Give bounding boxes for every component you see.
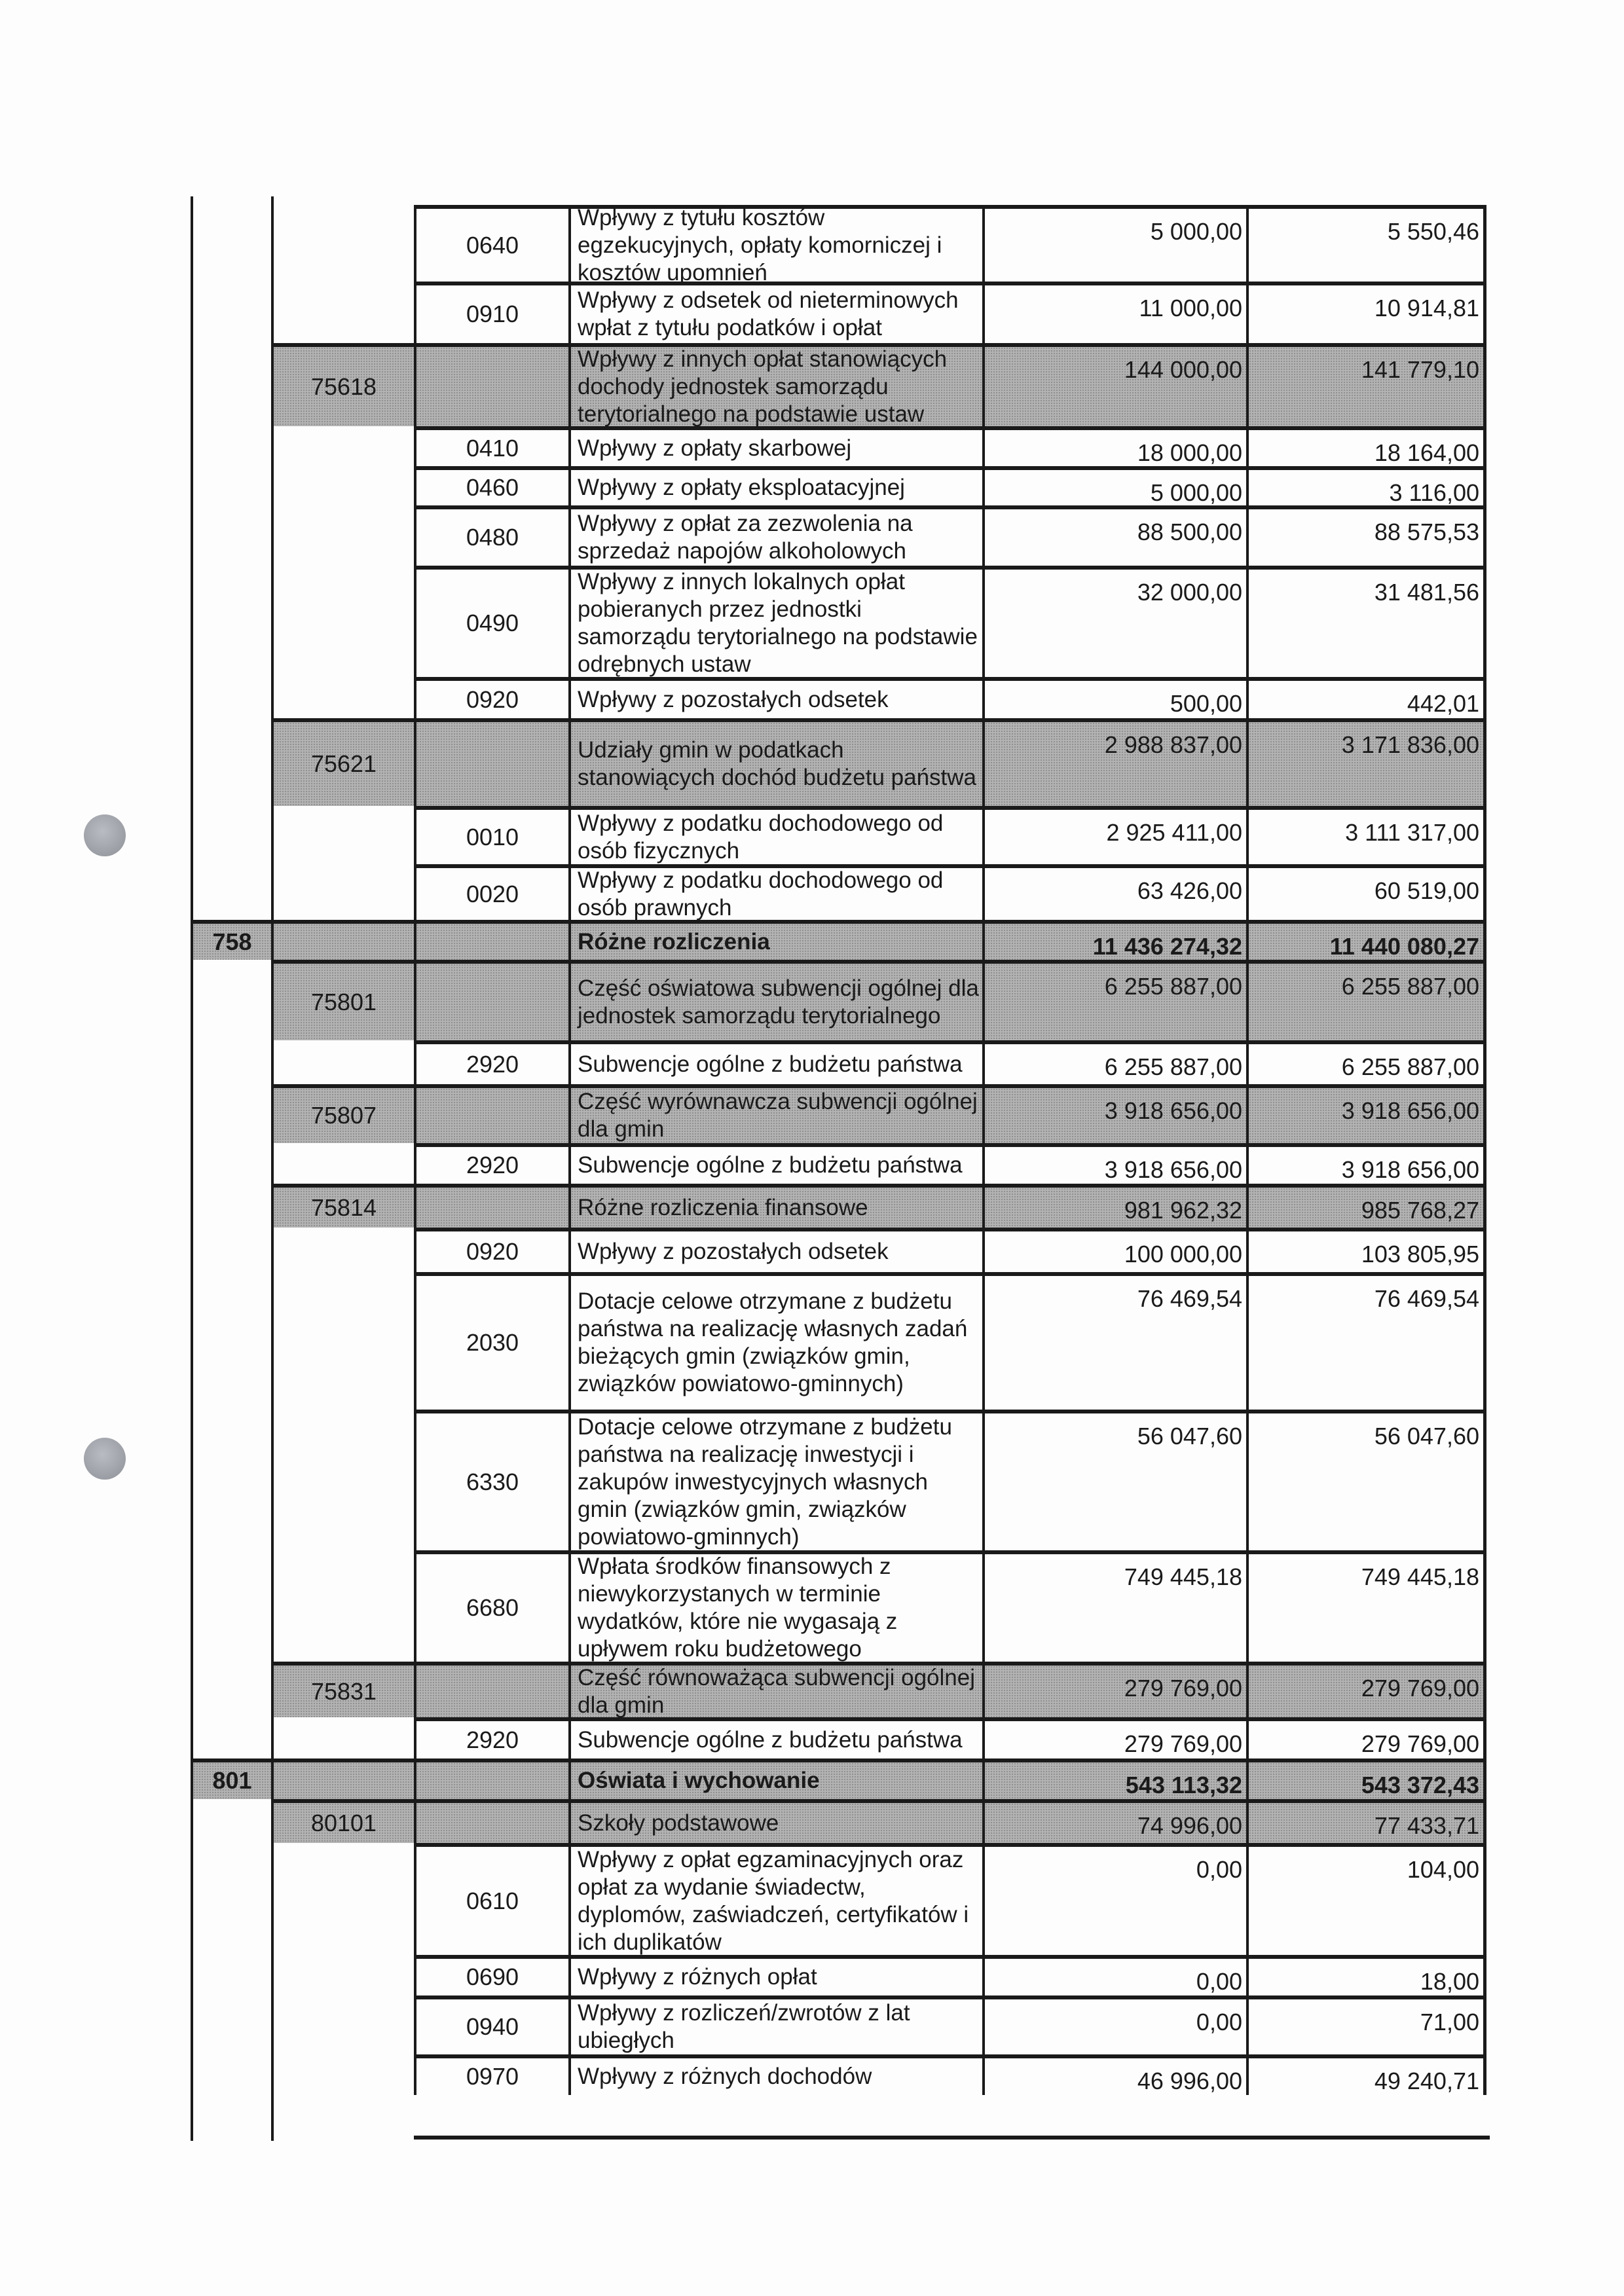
plan-amount-text: 500,00 [1170,690,1242,717]
dzial-code-text: 801 [212,1767,252,1794]
execution-amount-text: 88 575,53 [1374,519,1479,545]
rozdzial-code-cell [271,960,414,1040]
plan-amount-cell [982,1143,1246,1184]
paragraf-code-text: 0970 [466,2063,519,2090]
description-cell [568,1995,982,2054]
execution-amount-cell [1246,677,1486,718]
execution-amount-cell [1246,343,1486,426]
description-text: Wpływy z różnych dochodów [578,2064,872,2089]
description-cell [568,1272,982,1410]
paragraf-code-text: 2920 [466,1726,519,1753]
execution-amount-cell [1246,1084,1486,1143]
paragraf-code-text: 0640 [466,231,519,259]
execution-amount-text: 10 914,81 [1374,295,1479,321]
paragraf-code-text: 6330 [466,1468,519,1495]
rozdzial-code-cell [271,718,414,806]
table-bottom-border [414,2136,1490,2140]
plan-amount-cell [982,677,1246,718]
description-text: Oświata i wychowanie [578,1768,820,1793]
description-text: Wpływy z pozostałych odsetek [578,1239,889,1264]
description-cell [568,1410,982,1550]
table-row-rozdzial [0,960,1624,1040]
rozdzial-code-text: 75621 [310,750,377,777]
plan-amount-cell [982,1758,1246,1799]
execution-amount-cell [1246,466,1486,505]
table-row-paragraf [0,1228,1624,1272]
description-cell [568,960,982,1040]
description-text: Część równoważąca subwencji ogólnej dla gmin [578,1664,975,1718]
table-row-paragraf [0,1550,1624,1662]
plan-amount-cell [982,1228,1246,1272]
description-text: Wpływy z odsetek od nieterminowych wpłat z tytułu podatków i opłat [578,287,959,340]
rozdzial-code-text: 75814 [310,1194,377,1221]
plan-amount-text: 11 436 274,32 [1092,933,1242,960]
execution-amount-cell [1246,1040,1486,1084]
plan-amount-cell [982,920,1246,960]
execution-amount-cell [1246,426,1486,466]
execution-amount-cell [1246,1955,1486,1995]
execution-amount-text: 543 372,43 [1361,1772,1479,1798]
description-cell [568,282,982,343]
table-row-dzial [0,1758,1624,1799]
execution-amount-text: 3 171 836,00 [1341,731,1479,758]
execution-amount-text: 49 240,71 [1374,2068,1479,2094]
paragraf-code-text: 0410 [466,434,519,462]
paragraf-code-text: 0610 [466,1887,519,1914]
plan-amount-cell [982,1662,1246,1717]
paragraf-code-cell [414,1184,568,1228]
description-text: Wpływy z innych lokalnych opłat pobieranych przez jednostki samorządu terytorialnego na podstawie odrębnych ustaw [578,569,978,677]
dzial-code-text: 758 [212,928,252,955]
plan-amount-cell [982,1410,1246,1550]
execution-amount-text: 6 255 887,00 [1341,973,1479,1000]
table-row-paragraf [0,566,1624,677]
description-cell [568,1084,982,1143]
table-row-paragraf [0,806,1624,864]
paragraf-code-cell [414,1758,568,1799]
plan-amount-cell [982,1084,1246,1143]
paragraf-code-cell [414,864,568,920]
plan-amount-text: 279 769,00 [1124,1730,1242,1757]
description-text: Wpływy z tytułu kosztów egzekucyjnych, opłaty komorniczej i kosztów upomnień [578,204,942,285]
paragraf-code-text: 0940 [466,2013,519,2040]
description-cell [568,1843,982,1955]
execution-amount-text: 56 047,60 [1374,1423,1479,1449]
table-row-paragraf [0,426,1624,466]
execution-amount-cell [1246,1843,1486,1955]
paragraf-code-cell [414,960,568,1040]
execution-amount-cell [1246,1228,1486,1272]
paragraf-code-text: 0460 [466,474,519,501]
plan-amount-text: 3 918 656,00 [1104,1097,1242,1124]
plan-amount-cell [982,806,1246,864]
paragraf-code-text: 0490 [466,610,519,636]
plan-amount-text: 0,00 [1196,1856,1242,1883]
description-cell [568,718,982,806]
plan-amount-text: 6 255 887,00 [1104,973,1242,1000]
rozdzial-code-text: 75801 [310,988,377,1015]
paragraf-code-cell [414,920,568,960]
table-row-paragraf [0,1955,1624,1995]
rozdzial-code-text: 75831 [310,1677,377,1705]
table-row-paragraf [0,204,1624,285]
plan-amount-text: 543 113,32 [1125,1772,1242,1798]
plan-amount-cell [982,466,1246,505]
execution-amount-text: 3 111 317,00 [1345,819,1479,846]
plan-amount-cell [982,718,1246,806]
paragraf-code-text: 6680 [466,1594,519,1621]
plan-amount-text: 279 769,00 [1124,1675,1242,1702]
description-cell [568,566,982,677]
paragraf-code-text: 2030 [466,1329,519,1356]
execution-amount-cell [1246,1143,1486,1184]
execution-amount-cell [1246,1758,1486,1799]
plan-amount-cell [982,1843,1246,1955]
description-cell [568,505,982,566]
description-cell [568,1955,982,1995]
plan-amount-text: 5 000,00 [1150,218,1242,245]
rozdzial-code-text: 75618 [310,373,377,400]
paragraf-code-text: 0480 [466,524,519,551]
description-cell [568,806,982,864]
description-cell [568,864,982,920]
description-text: Różne rozliczenia [578,928,770,955]
execution-amount-text: 3 918 656,00 [1341,1156,1479,1183]
description-cell [568,1184,982,1228]
plan-amount-text: 63 426,00 [1137,877,1242,904]
description-cell [568,1717,982,1758]
rozdzial-code-cell [271,343,414,426]
paragraf-code-cell [414,343,568,426]
table-row-dzial [0,920,1624,960]
plan-amount-text: 100 000,00 [1124,1241,1242,1267]
plan-amount-text: 6 255 887,00 [1104,1053,1242,1080]
plan-amount-cell [982,566,1246,677]
table-row-paragraf [0,505,1624,566]
plan-amount-cell [982,426,1246,466]
execution-amount-text: 3 116,00 [1389,479,1479,506]
paragraf-code-cell [414,505,568,566]
description-text: Wpływy z podatku dochodowego od osób prawnych [578,867,944,920]
execution-amount-cell [1246,282,1486,343]
execution-amount-text: 71,00 [1420,2009,1479,2035]
rozdzial-code-cell [271,1184,414,1228]
plan-amount-cell [982,864,1246,920]
table-row-rozdzial [0,1799,1624,1843]
plan-amount-text: 74 996,00 [1137,1812,1242,1839]
paragraf-code-cell [414,1717,568,1758]
plan-amount-text: 749 445,18 [1124,1563,1242,1590]
paragraf-code-cell [414,426,568,466]
description-text: Dotacje celowe otrzymane z budżetu państwa na realizację własnych zadań bieżących gmin (związków gmin, związków powiatowo-gminnych) [578,1288,968,1396]
paragraf-code-cell [414,1995,568,2054]
table-row-paragraf [0,1410,1624,1550]
table-row-paragraf [0,1843,1624,1955]
paragraf-code-text: 2920 [466,1152,519,1178]
execution-amount-cell [1246,1184,1486,1228]
description-text: Udziały gmin w podatkach stanowiących dochód budżetu państwa [578,737,977,790]
paragraf-code-cell [414,1272,568,1410]
paragraf-code-cell [414,1084,568,1143]
dzial-code-cell [191,1758,271,1799]
description-text: Wpływy z innych opłat stanowiących dochody jednostek samorządu terytorialnego na podstawie ustaw [578,346,948,427]
execution-amount-text: 31 481,56 [1374,579,1479,606]
paragraf-code-cell [414,466,568,505]
plan-amount-cell [982,1955,1246,1995]
paragraf-code-cell [414,1550,568,1662]
execution-amount-cell [1246,806,1486,864]
table-row-paragraf [0,1040,1624,1084]
description-cell [568,343,982,426]
description-cell [568,2054,982,2095]
description-cell [568,1040,982,1084]
description-text: Wpływy z opłat za zezwolenia na sprzedaż napojów alkoholowych [578,511,913,564]
paragraf-code-cell [414,1143,568,1184]
plan-amount-text: 76 469,54 [1137,1285,1242,1312]
execution-amount-cell [1246,505,1486,566]
execution-amount-text: 103 805,95 [1361,1241,1479,1267]
plan-amount-text: 11 000,00 [1139,295,1242,321]
paragraf-code-cell [414,718,568,806]
execution-amount-text: 18,00 [1420,1968,1479,1995]
plan-amount-text: 0,00 [1196,1968,1242,1995]
execution-amount-text: 985 768,27 [1361,1197,1479,1224]
plan-amount-text: 88 500,00 [1137,519,1242,545]
execution-amount-text: 3 918 656,00 [1341,1097,1479,1124]
plan-amount-text: 18 000,00 [1137,439,1242,466]
plan-amount-cell [982,1995,1246,2054]
table-row-paragraf [0,1143,1624,1184]
description-text: Część wyrównawcza subwencji ogólnej dla gmin [578,1089,978,1142]
plan-amount-cell [982,343,1246,426]
plan-amount-text: 32 000,00 [1137,579,1242,606]
execution-amount-cell [1246,1995,1486,2054]
plan-amount-cell [982,205,1246,282]
execution-amount-cell [1246,920,1486,960]
execution-amount-cell [1246,1717,1486,1758]
table-row-rozdzial [0,1084,1624,1143]
execution-amount-cell [1246,1272,1486,1410]
execution-amount-text: 77 433,71 [1374,1812,1479,1839]
description-cell [568,1799,982,1843]
description-text: Wpływy z pozostałych odsetek [578,686,889,712]
description-text: Szkoły podstawowe [578,1810,779,1836]
paragraf-code-cell [414,282,568,343]
plan-amount-text: 2 925 411,00 [1106,819,1242,846]
execution-amount-cell [1246,2054,1486,2095]
table-row-paragraf [0,1717,1624,1758]
paragraf-code-cell [414,1662,568,1717]
plan-amount-cell [982,1550,1246,1662]
table-row-paragraf [0,2054,1624,2095]
execution-amount-cell [1246,1799,1486,1843]
paragraf-code-text: 0920 [466,685,519,713]
description-cell [568,1758,982,1799]
paragraf-code-cell [414,1228,568,1272]
table-row-rozdzial [0,343,1624,426]
execution-amount-cell [1246,864,1486,920]
paragraf-code-cell [414,677,568,718]
rozdzial-code-cell [271,920,414,960]
table-row-rozdzial [0,718,1624,806]
rozdzial-code-cell [271,1084,414,1143]
paragraf-code-cell [414,1040,568,1084]
description-cell [568,466,982,505]
description-text: Subwencje ogólne z budżetu państwa [578,1051,963,1077]
plan-amount-cell [982,282,1246,343]
paragraf-code-cell [414,1843,568,1955]
rozdzial-code-cell [271,1662,414,1717]
plan-amount-cell [982,1040,1246,1084]
description-text: Wpływy z rozliczeń/zwrotów z lat ubiegłych [578,2000,910,2053]
description-text: Różne rozliczenia finansowe [578,1194,868,1220]
plan-amount-text: 144 000,00 [1124,356,1242,383]
execution-amount-cell [1246,205,1486,282]
plan-amount-cell [982,960,1246,1040]
description-cell [568,677,982,718]
description-text: Wpływy z opłat egzaminacyjnych oraz opłat za wydanie świadectw, dyplomów, zaświadczeń, certyfikatów i ich duplikatów [578,1846,969,1955]
paragraf-code-text: 0690 [466,1963,519,1990]
execution-amount-text: 76 469,54 [1374,1285,1479,1312]
description-text: Część oświatowa subwencji ogólnej dla jednostek samorządu terytorialnego [578,975,979,1029]
plan-amount-text: 46 996,00 [1137,2068,1242,2094]
description-text: Dotacje celowe otrzymane z budżetu państwa na realizację inwestycji i zakupów inwestycyjnych własnych gmin (związków gmin, związków powiatowo-gminnych) [578,1413,952,1550]
plan-amount-cell [982,2054,1246,2095]
execution-amount-text: 60 519,00 [1374,877,1479,904]
rozdzial-code-text: 80101 [310,1809,377,1836]
table-row-paragraf [0,1272,1624,1410]
plan-amount-cell [982,505,1246,566]
description-text: Wpływy z opłaty eksploatacyjnej [578,475,905,500]
description-cell [568,204,982,285]
execution-amount-cell [1246,718,1486,806]
execution-amount-text: 279 769,00 [1361,1675,1479,1702]
plan-amount-text: 3 918 656,00 [1104,1156,1242,1183]
execution-amount-text: 749 445,18 [1361,1563,1479,1590]
description-text: Subwencje ogólne z budżetu państwa [578,1152,963,1178]
rozdzial-code-cell [271,1758,414,1799]
plan-amount-text: 5 000,00 [1150,479,1242,506]
paragraf-code-text: 0910 [466,301,519,327]
description-text: Wpływy z opłaty skarbowej [578,435,852,461]
execution-amount-text: 11 440 080,27 [1329,933,1479,960]
execution-amount-text: 279 769,00 [1361,1730,1479,1757]
table-row-paragraf [0,677,1624,718]
plan-amount-cell [982,1799,1246,1843]
description-text: Wpływy z różnych opłat [578,1964,817,1990]
plan-amount-cell [982,1184,1246,1228]
paragraf-code-cell [414,806,568,864]
execution-amount-cell [1246,960,1486,1040]
execution-amount-text: 5 550,46 [1387,218,1479,245]
paragraf-code-text: 0020 [466,880,519,907]
execution-amount-text: 141 779,10 [1361,356,1479,383]
plan-amount-text: 56 047,60 [1137,1423,1242,1449]
paragraf-code-cell [414,2054,568,2095]
plan-amount-text: 2 988 837,00 [1104,731,1242,758]
plan-amount-text: 0,00 [1196,2009,1242,2035]
rozdzial-code-text: 75807 [310,1102,377,1129]
execution-amount-cell [1246,1410,1486,1550]
table-row-paragraf [0,864,1624,920]
dzial-code-cell [191,920,271,960]
execution-amount-text: 104,00 [1407,1856,1479,1883]
description-cell [568,1550,982,1662]
paragraf-code-text: 2920 [466,1050,519,1078]
table-row-rozdzial [0,1184,1624,1228]
plan-amount-cell [982,1272,1246,1410]
paragraf-code-cell [414,1410,568,1550]
paragraf-code-cell [414,205,568,282]
table-row-rozdzial [0,1662,1624,1717]
description-text: Subwencje ogólne z budżetu państwa [578,1726,963,1753]
description-text: Wpłata środków finansowych z niewykorzystanych w terminie wydatków, które nie wygasają z upływem roku budżetowego [578,1554,898,1662]
table-row-paragraf [0,1995,1624,2054]
paragraf-code-text: 0920 [466,1238,519,1265]
table-row-paragraf [0,282,1624,343]
paragraf-code-text: 0010 [466,823,519,850]
table-row-paragraf [0,466,1624,505]
description-cell [568,1143,982,1184]
rozdzial-code-cell [271,1799,414,1843]
description-cell [568,1228,982,1272]
paragraf-code-cell [414,566,568,677]
execution-amount-text: 18 164,00 [1374,439,1479,466]
execution-amount-text: 442,01 [1407,690,1479,717]
description-cell [568,426,982,466]
plan-amount-text: 981 962,32 [1124,1197,1242,1224]
paragraf-code-cell [414,1955,568,1995]
execution-amount-cell [1246,566,1486,677]
description-cell [568,1662,982,1717]
description-text: Wpływy z podatku dochodowego od osób fizycznych [578,810,944,864]
execution-amount-text: 6 255 887,00 [1341,1053,1479,1080]
execution-amount-cell [1246,1550,1486,1662]
execution-amount-cell [1246,1662,1486,1717]
paragraf-code-cell [414,1799,568,1843]
description-cell [568,920,982,960]
plan-amount-cell [982,1717,1246,1758]
